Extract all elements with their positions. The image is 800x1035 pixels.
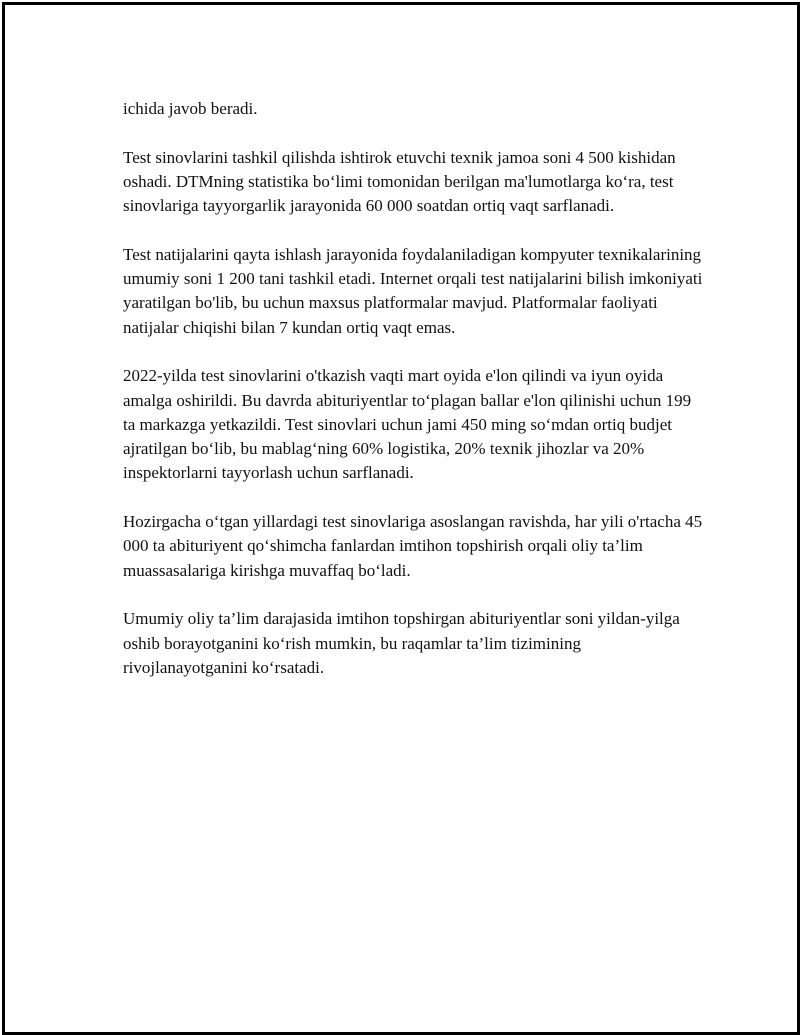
page-frame bbox=[2, 2, 800, 1035]
paragraph-annual-applicants: Hozirgacha o‘tgan yillardagi test sinovlariga asoslangan ravishda, har yili o'rtacha 45 000 ta abituriyent qo‘shimcha fanlardan imtihon topshirish orqali oliy ta’lim muassasalariga kirishga muvaffaq bo‘ladi. bbox=[123, 512, 703, 580]
paragraph-growth: Umumiy oliy ta’lim darajasida imtihon topshirgan abituriyentlar soni yildan-yilga oshib borayotganini ko‘rish mumkin, bu raqamlar ta’lim tizimining rivojlanayotganini ko‘rsatadi. bbox=[123, 609, 680, 677]
paragraph-technical-team: Test sinovlarini tashkil qilishda ishtirok etuvchi texnik jamoa soni 4 500 kishidan oshadi. DTMning statistika bo‘limi tomonidan berilgan ma'lumotlarga ko‘ra, test sinovlariga tayyorgarlik jarayonida 60 000 soatdan ortiq vaqt sarflanadi. bbox=[123, 147, 676, 216]
document-body bbox=[123, 97, 703, 704]
paragraph-2022-tests: 2022-yilda test sinovlarini o'tkazish vaqti mart oyida e'lon qilindi va iyun oyida amalga oshirildi. Bu davrda abituriyentlar to‘plagan ballar e'lon qilinishi uchun 199 ta markazga yetkazildi. Test sinovlari uchun jami 450 ming so‘mdan ortiq budjet ajratilgan bo‘lib, bu mablag‘ning 60% logistika, 20% texnik jihozlar va 20% inspektorlarni tayyorlash uchun sarflanadi. bbox=[123, 366, 692, 483]
paragraph-continuation: ichida javob beradi. bbox=[123, 99, 258, 118]
paragraph-computer-equipment: Test natijalarini qayta ishlash jarayonida foydalaniladigan kompyuter texnikalarining umumiy soni 1 200 tani tashkil etadi. Internet orqali test natijalarini bilish imkoniyati yaratilgan bo'lib, bu uchun maxsus platformalar mavjud. Platformalar faoliyati natijalar chiqishi bilan 7 kundan ortiq vaqt emas. bbox=[123, 244, 703, 337]
